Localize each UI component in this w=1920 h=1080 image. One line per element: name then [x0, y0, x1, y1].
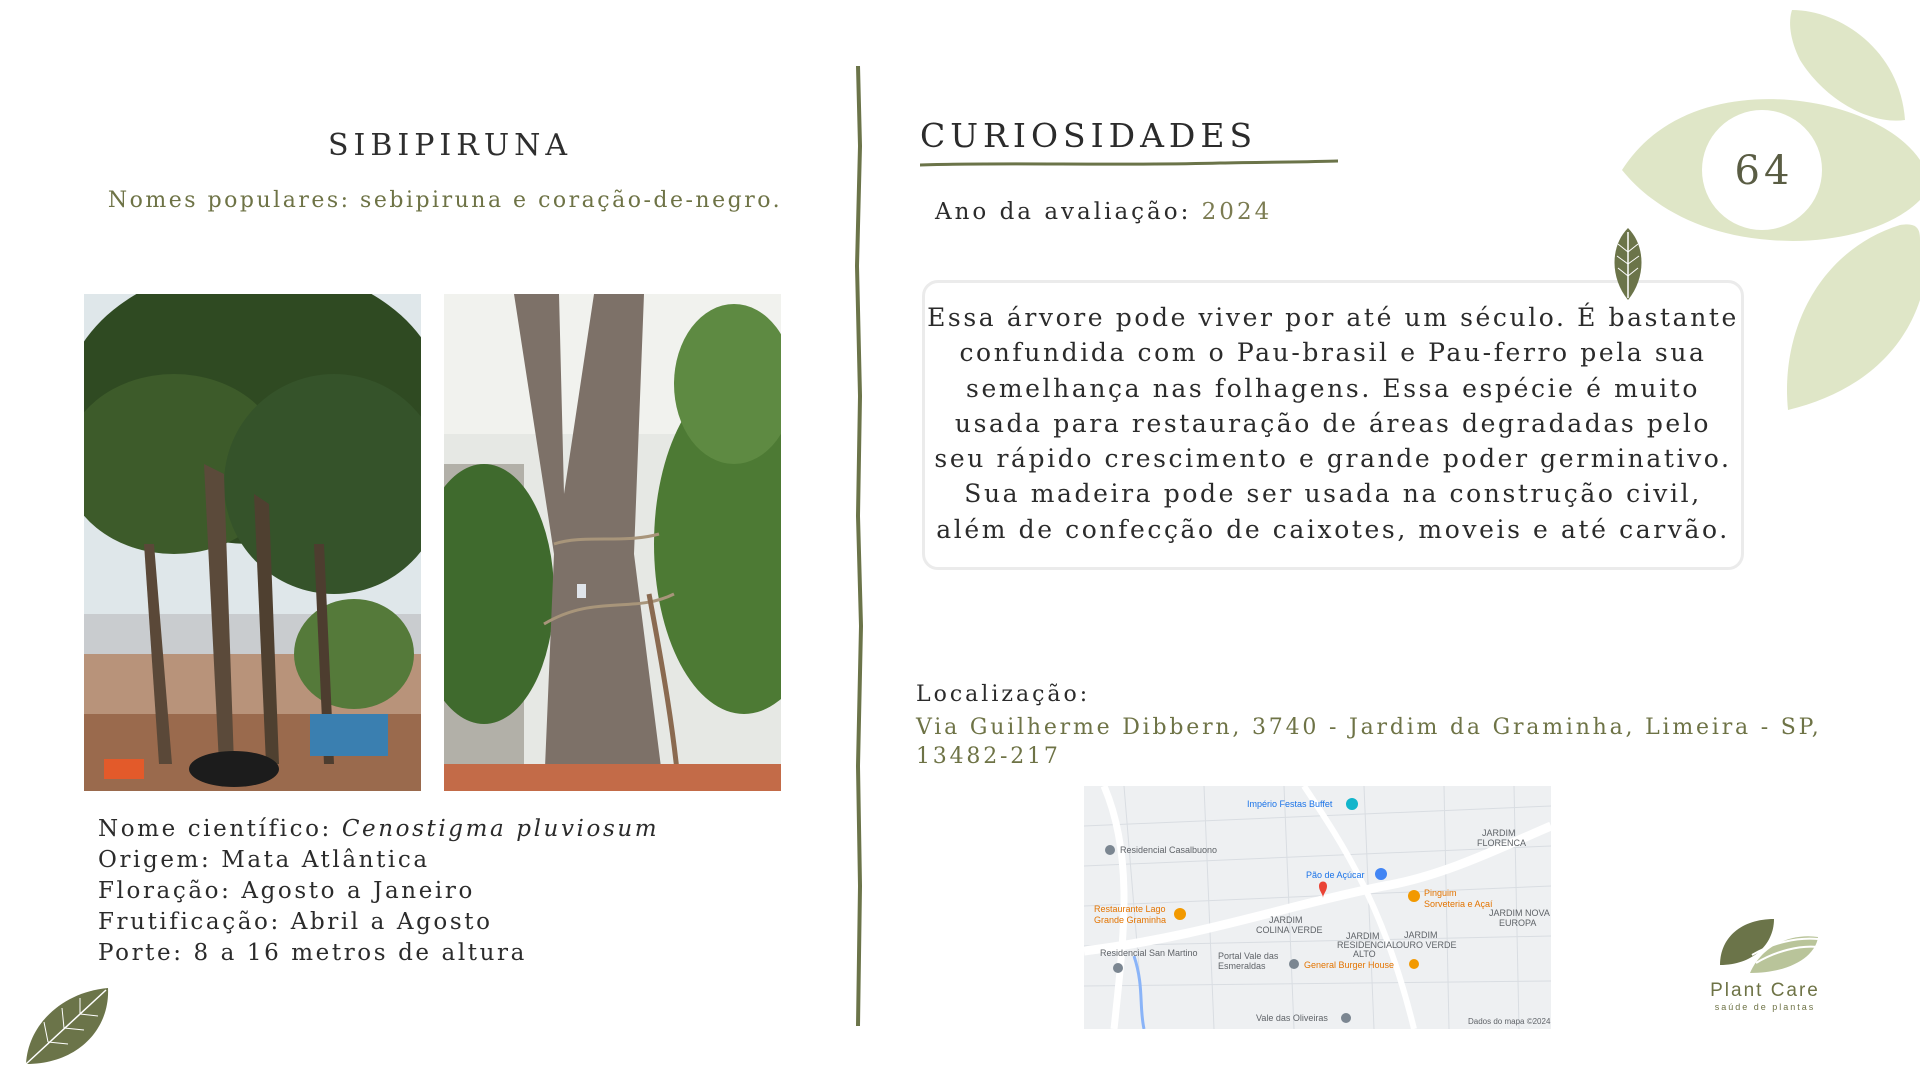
- scientific-name-value: Cenostigma pluviosum: [341, 816, 660, 842]
- map-label-pinguim-2: Sorveteria e Açaí: [1424, 899, 1493, 909]
- map-label-nova-europa-2: EUROPA: [1499, 918, 1537, 928]
- size-row: Porte: 8 a 16 metros de altura: [98, 940, 527, 966]
- curiosities-text: Essa árvore pode viver por até um século. É bastante confundida com o Pau-brasil e Pau-ferro pela sua semelhança nas folhagens. Essa espécie é muito usada para restauração de áreas degradadas pelo seu rápido crescimento e grande poder germinativo. Sua madeira pode ser usada na construção civil, além de confecção de caixotes, moveis e até carvão.: [927, 303, 1739, 544]
- map-label-florenca-1: JARDIM: [1482, 828, 1516, 838]
- map-label-pinguim-1: Pinguim: [1424, 888, 1457, 898]
- fruiting-row: Frutificação: Abril a Agosto: [98, 909, 493, 935]
- vertical-divider: [852, 66, 866, 1026]
- origin-row: Origem: Mata Atlântica: [98, 847, 430, 873]
- evaluation-year-label: Ano da avaliação:: [935, 199, 1202, 225]
- corner-leaf-icon: [18, 984, 113, 1070]
- location-map[interactable]: [1084, 786, 1551, 1029]
- map-label-ouro-2: OURO VERDE: [1396, 940, 1457, 950]
- tree-photo: [84, 294, 421, 791]
- map-label-portal-1: Portal Vale das: [1218, 951, 1279, 961]
- map-label-residencial-alto-1: JARDIM: [1346, 931, 1380, 941]
- species-facts: [98, 814, 659, 969]
- scientific-name-row: [98, 814, 659, 845]
- map-label-imperio: Império Festas Buffet: [1247, 799, 1333, 809]
- map-label-residencial-alto-2: RESIDENCIAL: [1337, 940, 1398, 950]
- map-label-san-martino: Residencial San Martino: [1100, 948, 1198, 958]
- evaluation-year-value: 2024: [1201, 199, 1273, 225]
- section-title: CURIOSIDADES: [920, 116, 1258, 155]
- map-label-lago-1: Restaurante Lago: [1094, 904, 1166, 914]
- map-label-pao: Pão de Açúcar: [1306, 870, 1365, 880]
- map-label-colina-2: COLINA VERDE: [1256, 925, 1323, 935]
- map-label-nova-europa-1: JARDIM NOVA: [1489, 908, 1550, 918]
- flowering-row: Floração: Agosto a Janeiro: [98, 878, 475, 904]
- location-label: Localização:: [916, 682, 1091, 707]
- title-underline: [920, 158, 1338, 170]
- location-address: Via Guilherme Dibbern, 3740 - Jardim da Graminha, Limeira - SP, 13482-217: [916, 715, 1822, 769]
- popular-names: Nomes populares: sebipiruna e coração-de-negro.: [107, 188, 783, 213]
- map-label-lago-2: Grande Graminha: [1094, 915, 1167, 925]
- map-label-florenca-2: FLORENCA: [1477, 838, 1527, 848]
- plant-care-logo-icon: [1712, 915, 1822, 977]
- leaf-icon: [1608, 226, 1648, 302]
- decorative-leaves-icon: [1600, 0, 1920, 420]
- page-number: 64: [1734, 148, 1794, 194]
- map-label-oliveiras: Vale das Oliveiras: [1256, 1013, 1328, 1023]
- map-label-residencial-alto-3: ALTO: [1353, 949, 1376, 959]
- brand-name: Plant Care: [1710, 980, 1820, 1001]
- scientific-name-label: Nome científico:: [98, 816, 342, 842]
- map-label-burger: General Burger House: [1304, 960, 1395, 970]
- trunk-photo: [444, 294, 781, 791]
- species-title: SIBIPIRUNA: [327, 128, 573, 163]
- map-label-ouro-1: JARDIM: [1404, 930, 1438, 940]
- map-label-portal-2: Esmeraldas: [1218, 961, 1266, 971]
- map-label-colina-1: JARDIM: [1269, 915, 1303, 925]
- brand-tagline: saúde de plantas: [1714, 1002, 1816, 1012]
- map-copyright: Dados do mapa ©2024: [1468, 1017, 1551, 1026]
- map-label-casalbuono: Residencial Casalbuono: [1120, 845, 1218, 855]
- evaluation-year: [935, 199, 1272, 225]
